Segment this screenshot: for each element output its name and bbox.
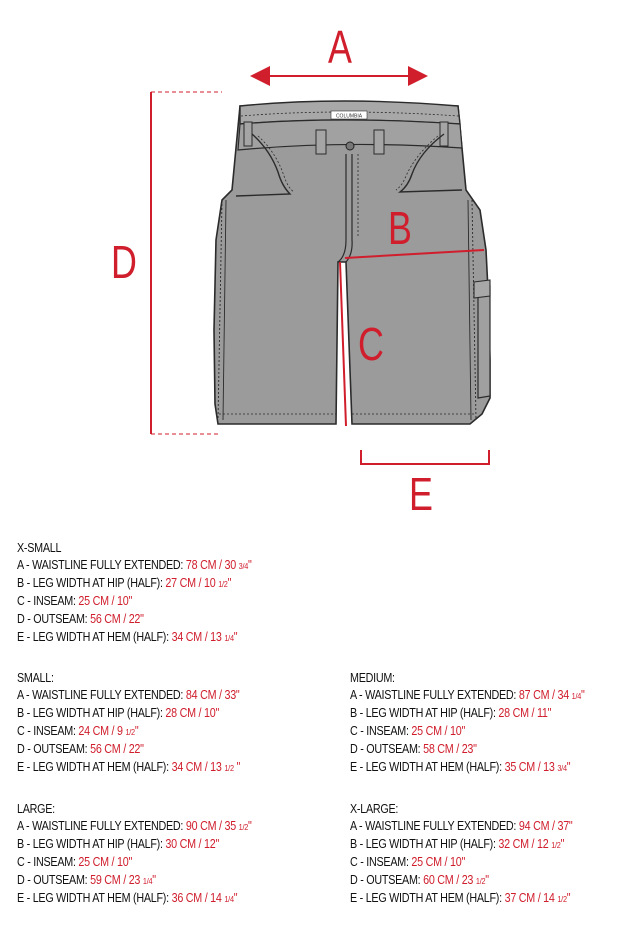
- measurement-cm: 84 CM: [185, 688, 217, 702]
- measurement-fraction: 1/4: [224, 894, 234, 904]
- measurement-inches: 11": [537, 706, 552, 720]
- measurement-suffix: ": [248, 558, 252, 572]
- measurement-suffix: ": [560, 837, 565, 851]
- separator: /: [528, 706, 538, 720]
- measurement-label: E - LEG WIDTH AT HEM (HALF):: [350, 891, 502, 905]
- separator: /: [108, 855, 118, 869]
- measurement-label: E - LEG WIDTH AT HEM (HALF):: [17, 630, 169, 644]
- measurement-fraction: 1/2: [125, 727, 135, 737]
- measurement-inches: 33": [224, 688, 240, 702]
- measurement-label: D - OUTSEAM:: [17, 873, 88, 887]
- measurement-fraction: 1/2: [218, 579, 228, 589]
- size-rows: [17, 687, 240, 777]
- measurement-cm: 25 CM: [411, 855, 442, 869]
- measurement-fraction: 1/4: [142, 876, 153, 886]
- separator: /: [108, 594, 118, 608]
- measurement-row: [17, 629, 252, 647]
- measurement-label: E - LEG WIDTH AT HEM (HALF):: [17, 760, 169, 774]
- measurement-row: [350, 705, 585, 723]
- measurement-inches: 12: [537, 837, 549, 851]
- separator: /: [120, 742, 129, 756]
- measurement-row: [17, 854, 252, 872]
- measurement-suffix: ": [248, 819, 252, 833]
- measurement-inches: 34: [557, 688, 569, 702]
- measurement-suffix: ": [485, 873, 489, 887]
- measurement-suffix: ": [566, 891, 571, 905]
- measurement-label: B - LEG WIDTH AT HIP (HALF):: [17, 706, 163, 720]
- measurement-cm: 87 CM: [518, 688, 550, 702]
- measurement-label: C - INSEAM:: [350, 855, 409, 869]
- measurement-cm: 34 CM: [171, 630, 202, 644]
- measurement-cm: 32 CM: [498, 837, 529, 851]
- measurement-cm: 24 CM: [78, 724, 109, 738]
- measurement-row: [350, 818, 572, 836]
- label-b: B: [388, 202, 412, 255]
- measurement-inches: 23": [461, 742, 477, 756]
- size-block-medium: [350, 670, 585, 777]
- measurement-row: [350, 890, 572, 908]
- measurement-cm: 30 CM: [165, 837, 196, 851]
- size-rows: [350, 818, 572, 908]
- separator: /: [534, 760, 544, 774]
- label-e: E: [409, 468, 433, 521]
- measurement-row: [17, 818, 252, 836]
- measurement-inches: 13: [543, 760, 555, 774]
- measurement-fraction: 1/2: [475, 876, 486, 886]
- size-title: LARGE:: [17, 802, 55, 816]
- size-title: MEDIUM:: [350, 671, 395, 685]
- measurement-inches: 14: [543, 891, 555, 905]
- measurement-cm: 36 CM: [171, 891, 202, 905]
- measurement-inches: 14: [210, 891, 222, 905]
- measurement-inches: 23: [128, 873, 141, 887]
- separator: /: [549, 688, 558, 702]
- measurement-label: C - INSEAM:: [350, 724, 409, 738]
- measurement-cm: 56 CM: [90, 742, 121, 756]
- measurement-label: D - OUTSEAM:: [350, 873, 421, 887]
- measurement-suffix: ": [233, 891, 238, 905]
- measurement-row: [17, 872, 252, 890]
- measure-c-line: [340, 262, 346, 426]
- measurement-label: A - WAISTLINE FULLY EXTENDED:: [350, 688, 517, 702]
- separator: /: [453, 742, 462, 756]
- measurement-inches: 9: [117, 724, 123, 738]
- size-title: SMALL:: [17, 671, 54, 685]
- measurement-label: B - LEG WIDTH AT HIP (HALF):: [350, 706, 496, 720]
- measurement-cm: 28 CM: [165, 706, 196, 720]
- measurement-inches: 10": [450, 855, 466, 869]
- measurement-row: [350, 759, 585, 777]
- size-block-small: [17, 670, 240, 777]
- separator: /: [195, 576, 205, 590]
- measurement-inches: 23: [461, 873, 474, 887]
- measurement-inches: 37": [557, 819, 573, 833]
- measurement-cm: 37 CM: [504, 891, 535, 905]
- separator: /: [528, 837, 538, 851]
- separator: /: [534, 891, 544, 905]
- size-rows: [17, 557, 252, 647]
- measurement-fraction: 1/2: [551, 840, 561, 850]
- size-block-x-large: [350, 801, 572, 908]
- size-rows: [350, 687, 585, 777]
- measurement-cm: 56 CM: [90, 612, 121, 626]
- measurement-row: [350, 741, 585, 759]
- separator: /: [216, 688, 225, 702]
- size-title: X-LARGE:: [350, 802, 399, 816]
- measurement-cm: 25 CM: [78, 855, 109, 869]
- separator: /: [201, 630, 211, 644]
- measurement-row: [17, 759, 240, 777]
- measurement-inches: 12": [204, 837, 220, 851]
- measurement-label: A - WAISTLINE FULLY EXTENDED:: [350, 819, 517, 833]
- size-block-large: [17, 801, 252, 908]
- size-block-x-small: [17, 540, 252, 647]
- measurement-label: C - INSEAM:: [17, 724, 76, 738]
- measurement-fraction: 1/4: [224, 633, 234, 643]
- measurement-row: [17, 593, 252, 611]
- measurement-cm: 60 CM: [423, 873, 454, 887]
- separator: /: [441, 724, 451, 738]
- measurement-row: [350, 872, 572, 890]
- measurement-row: [350, 723, 585, 741]
- measurement-inches: 10: [204, 576, 216, 590]
- size-title: X-SMALL: [17, 541, 62, 555]
- measurement-cm: 90 CM: [185, 819, 217, 833]
- size-rows: [17, 818, 252, 908]
- waist-button: [346, 142, 354, 150]
- separator: /: [201, 891, 211, 905]
- measurement-row: [350, 687, 585, 705]
- measurement-inches: 30: [224, 558, 236, 572]
- separator: /: [549, 819, 558, 833]
- measurement-inches: 10": [117, 855, 133, 869]
- measurement-label: B - LEG WIDTH AT HIP (HALF):: [17, 837, 163, 851]
- separator: /: [216, 558, 225, 572]
- measurement-label: C - INSEAM:: [17, 855, 76, 869]
- shorts-body: [214, 106, 490, 424]
- measurement-suffix: ": [233, 630, 238, 644]
- measurement-label: A - WAISTLINE FULLY EXTENDED:: [17, 558, 184, 572]
- measurement-label: A - WAISTLINE FULLY EXTENDED:: [17, 688, 184, 702]
- measurement-inches: 13: [210, 630, 222, 644]
- measurement-fraction: 1/4: [571, 691, 582, 701]
- measurement-label: B - LEG WIDTH AT HIP (HALF):: [17, 576, 163, 590]
- measurement-label: C - INSEAM:: [17, 594, 76, 608]
- measurement-inches: 13: [210, 760, 222, 774]
- measurement-label: D - OUTSEAM:: [17, 612, 88, 626]
- measure-e-bracket: [361, 450, 489, 464]
- shorts-illustration: [214, 101, 490, 424]
- measurement-row: [17, 705, 240, 723]
- measurement-row: [17, 741, 240, 759]
- measurement-label: D - OUTSEAM:: [350, 742, 421, 756]
- measurement-row: [17, 836, 252, 854]
- measurement-cm: 78 CM: [185, 558, 217, 572]
- measurement-inches: 22": [128, 742, 144, 756]
- measurement-cm: 94 CM: [518, 819, 550, 833]
- measurement-label: B - LEG WIDTH AT HIP (HALF):: [350, 837, 496, 851]
- measurement-inches: 35: [224, 819, 236, 833]
- measurement-suffix: ": [581, 688, 585, 702]
- measurement-cm: 59 CM: [90, 873, 121, 887]
- measurement-label: A - WAISTLINE FULLY EXTENDED:: [17, 819, 184, 833]
- measurement-inches: 10": [117, 594, 133, 608]
- measurement-row: [17, 557, 252, 575]
- measurement-fraction: 3/4: [557, 763, 567, 773]
- measurement-cm: 25 CM: [411, 724, 442, 738]
- measurement-cm: 35 CM: [504, 760, 535, 774]
- separator: /: [195, 837, 205, 851]
- label-d: D: [111, 236, 137, 289]
- measurement-cm: 34 CM: [171, 760, 202, 774]
- separator: /: [120, 612, 129, 626]
- separator: /: [108, 724, 118, 738]
- brand-tag-text: COLUMBIA: [335, 113, 363, 120]
- measurement-label: E - LEG WIDTH AT HEM (HALF):: [350, 760, 502, 774]
- measurement-suffix: ": [233, 760, 241, 774]
- measurement-inches: 22": [128, 612, 144, 626]
- measurement-row: [17, 687, 240, 705]
- measurement-row: [17, 611, 252, 629]
- label-c: C: [358, 318, 384, 371]
- measurement-suffix: ": [566, 760, 571, 774]
- label-a: A: [328, 21, 352, 74]
- measurement-row: [17, 723, 240, 741]
- measurement-suffix: ": [134, 724, 139, 738]
- measurement-label: D - OUTSEAM:: [17, 742, 88, 756]
- measurement-cm: 27 CM: [165, 576, 196, 590]
- measurement-inches: 10": [204, 706, 220, 720]
- separator: /: [441, 855, 451, 869]
- measurement-suffix: ": [152, 873, 156, 887]
- measurement-cm: 28 CM: [498, 706, 529, 720]
- measurement-cm: 25 CM: [78, 594, 109, 608]
- cargo-pocket: [478, 286, 490, 398]
- measurement-label: E - LEG WIDTH AT HEM (HALF):: [17, 891, 169, 905]
- measurement-suffix: ": [227, 576, 232, 590]
- measurement-inches: 10": [450, 724, 466, 738]
- measurement-fraction: 3/4: [238, 561, 249, 571]
- separator: /: [453, 873, 462, 887]
- separator: /: [195, 706, 205, 720]
- measurement-row: [350, 854, 572, 872]
- measurement-fraction: 1/2: [557, 894, 567, 904]
- separator: /: [201, 760, 211, 774]
- separator: /: [216, 819, 225, 833]
- separator: /: [120, 873, 129, 887]
- measurement-row: [17, 890, 252, 908]
- measurement-fraction: 1/2: [238, 822, 249, 832]
- measurement-cm: 58 CM: [423, 742, 454, 756]
- measurement-fraction: 1/2: [224, 763, 234, 773]
- measurement-row: [350, 836, 572, 854]
- measurement-row: [17, 575, 252, 593]
